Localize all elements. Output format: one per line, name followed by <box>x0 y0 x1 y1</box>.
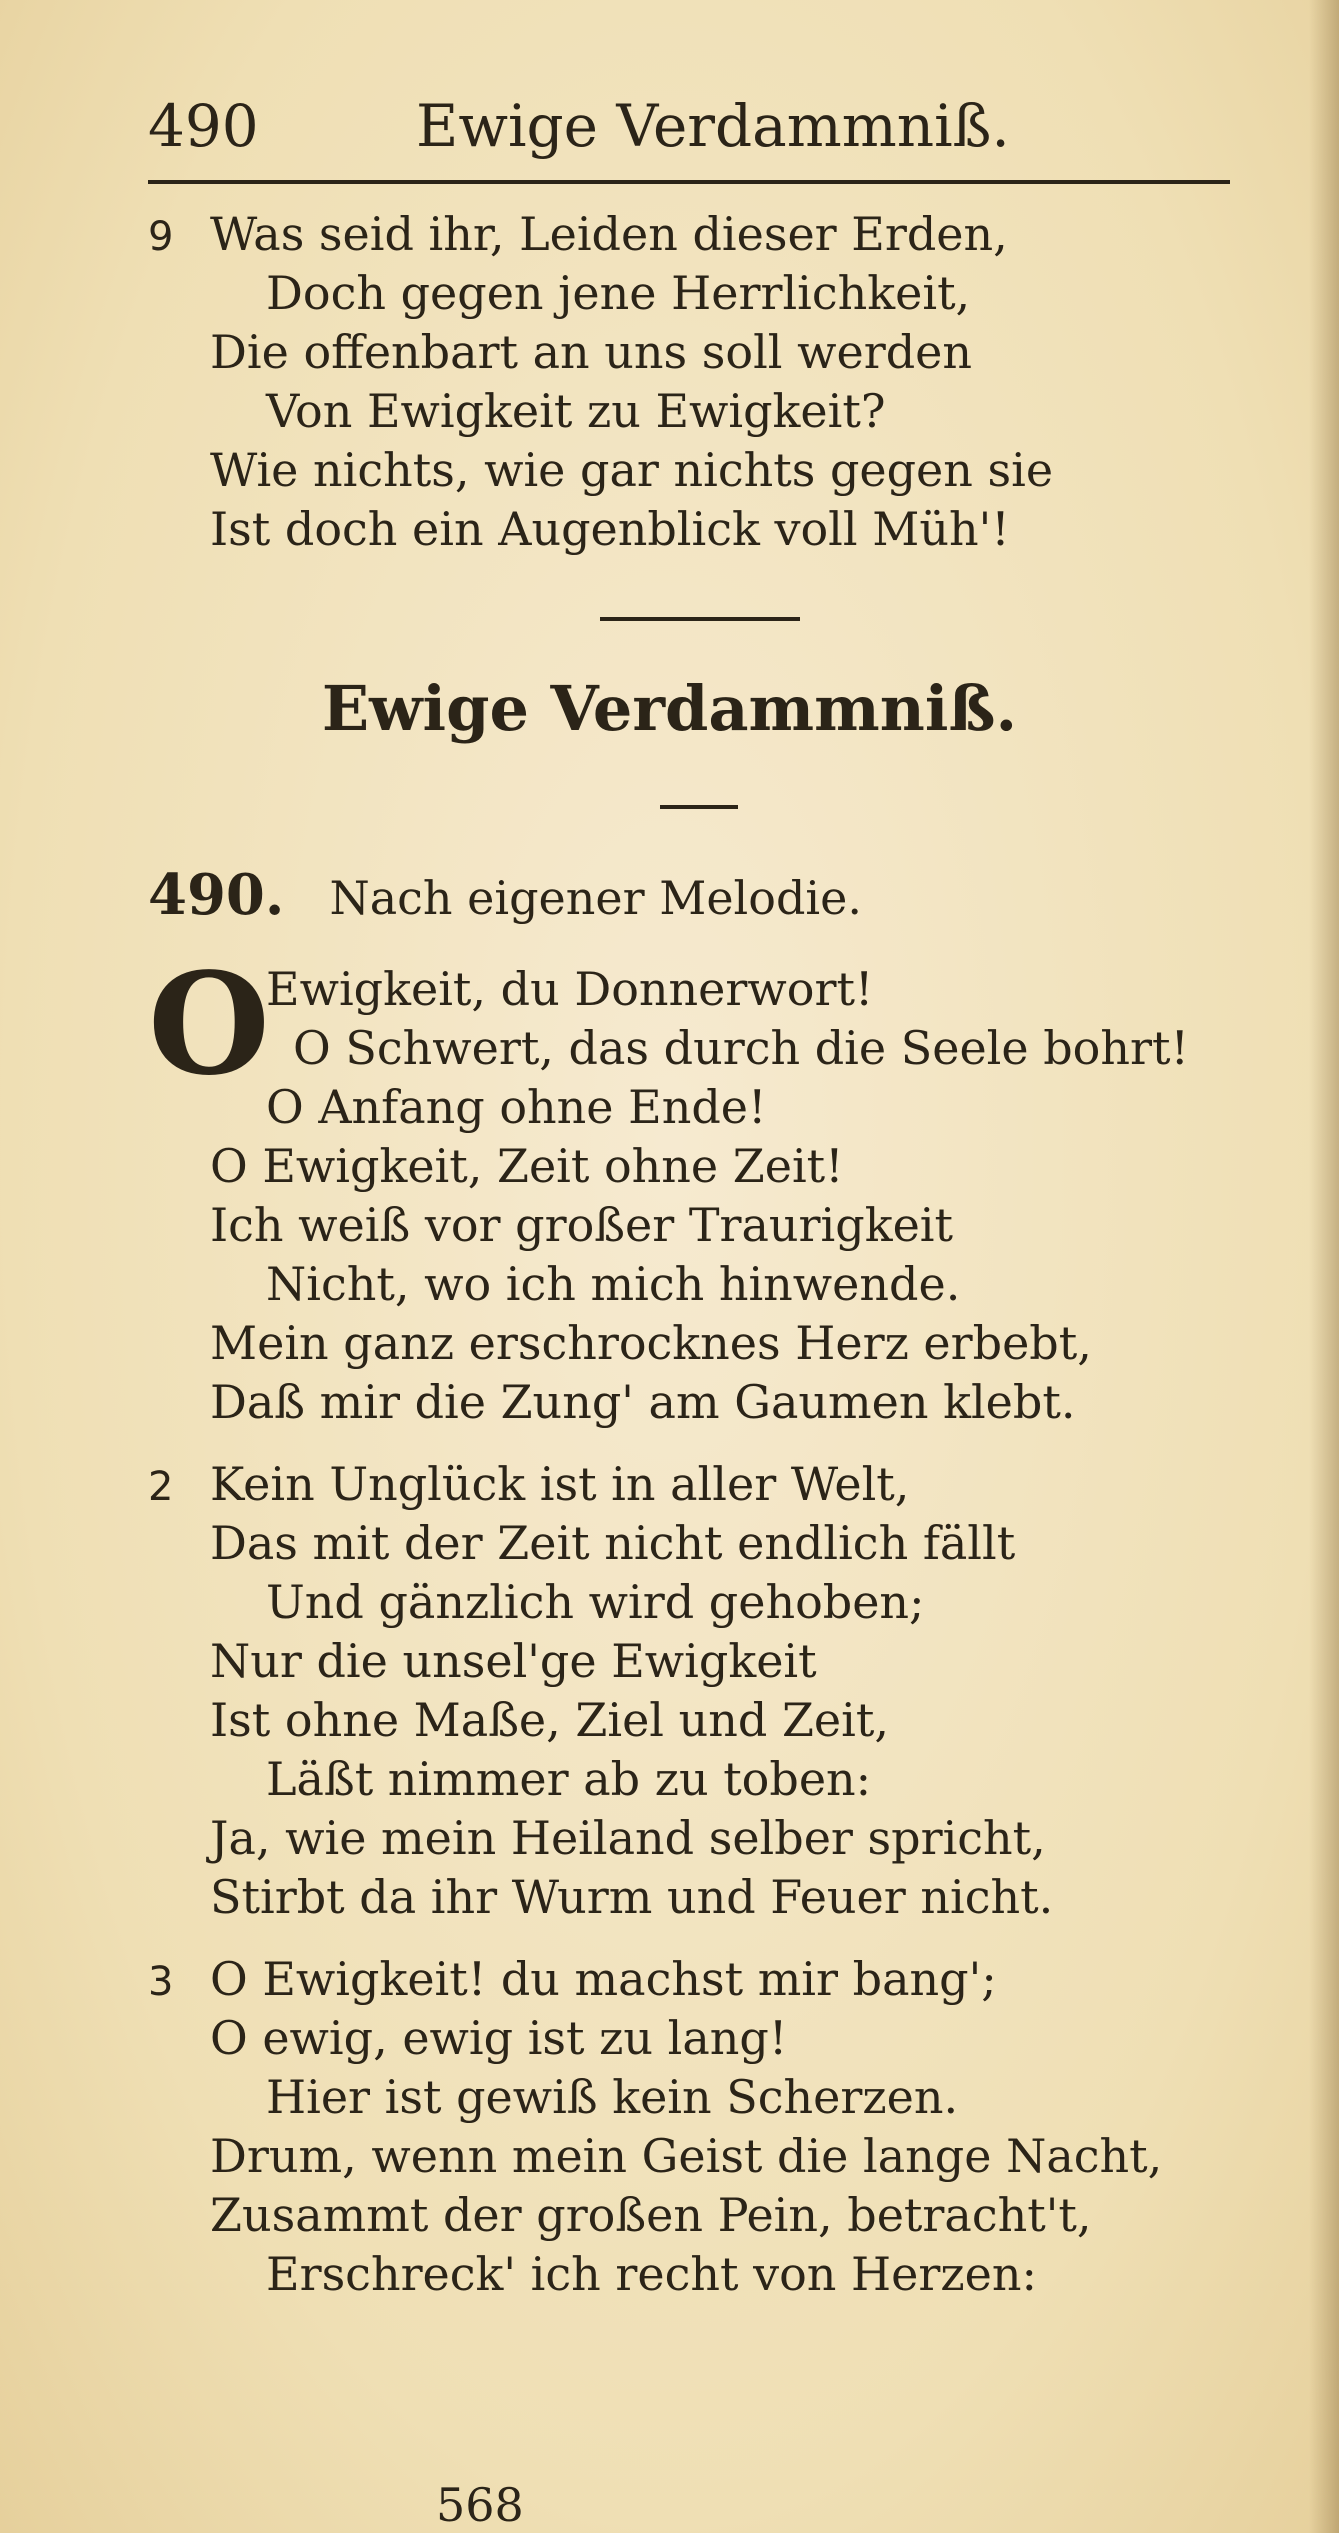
verse-line: Nicht, wo ich mich hinwende. <box>266 1257 961 1311</box>
verse-line: Ich weiß vor großer Traurigkeit <box>210 1198 953 1252</box>
header-rule <box>148 180 1230 184</box>
verse-line: O Ewigkeit, Zeit ohne Zeit! <box>210 1139 844 1193</box>
verse-line: Ist ohne Maße, Ziel und Zeit, <box>210 1693 889 1747</box>
verse-line: Mein ganz erschrocknes Herz erbebt, <box>210 1316 1092 1370</box>
verse-line: Ist doch ein Augenblick voll Müh'! <box>210 502 1010 556</box>
melody-note: Nach eigener Melodie. <box>329 871 862 925</box>
stanza-1 <box>148 960 1238 1432</box>
verse-line: Die offenbart an uns soll werden <box>210 325 973 379</box>
stanza-9 <box>148 205 1238 559</box>
verse-line: Drum, wenn mein Geist die lange Nacht, <box>210 2129 1163 2183</box>
section-title: Ewige Verdammniß. <box>321 672 1018 745</box>
stanza-2 <box>148 1455 1238 1927</box>
verse-line: 9 Was seid ihr, Leiden dieser Erden, <box>148 205 1238 264</box>
verse-line: 2 Kein Unglück ist in aller Welt, <box>148 1455 1238 1514</box>
verse-line: Daß mir die Zung' am Gaumen klebt. <box>210 1375 1076 1429</box>
hymn-heading <box>148 862 862 928</box>
stanza-number: 2 <box>148 1464 174 1510</box>
verse-line: Von Ewigkeit zu Ewigkeit? <box>266 384 886 438</box>
verse-line: Erschreck' ich recht von Herzen: <box>266 2247 1037 2301</box>
section-divider-bottom <box>660 805 738 809</box>
verse-line: Ewigkeit, du Donnerwort! <box>266 962 874 1016</box>
verse-line: O ewig, ewig ist zu lang! <box>210 2011 788 2065</box>
section-divider-top <box>600 617 800 621</box>
verse-line: Wie nichts, wie gar nichts gegen sie <box>210 443 1054 497</box>
verse-line: O Anfang ohne Ende! <box>266 1080 767 1134</box>
verse-line: Das mit der Zeit nicht endlich fällt <box>210 1516 1016 1570</box>
verse-line: Nur die unsel'ge Ewigkeit <box>210 1634 817 1688</box>
verse-line: Ja, wie mein Heiland selber spricht, <box>210 1811 1046 1865</box>
stanza-number: 3 <box>148 1959 174 2005</box>
footer-page-number: 568 <box>436 2478 524 2532</box>
page-header <box>148 92 1230 172</box>
verse-line: Hier ist gewiß kein Scherzen. <box>266 2070 959 2124</box>
page-number: 490 <box>148 92 259 160</box>
drop-cap: O <box>148 943 270 1107</box>
verse-line: Stirbt da ihr Wurm und Feuer nicht. <box>210 1870 1054 1924</box>
verse-line: Doch gegen jene Herrlichkeit, <box>266 266 971 320</box>
verse-line: Zusammt der großen Pein, betracht't, <box>210 2188 1092 2242</box>
verse-line: Läßt nimmer ab zu toben: <box>266 1752 872 1806</box>
stanza-3 <box>148 1950 1238 2304</box>
page-edge-shadow <box>1309 0 1339 2533</box>
verse-line: O Schwert, das durch die Seele bohrt! <box>293 1021 1189 1075</box>
verse-line: Und gänzlich wird gehoben; <box>266 1575 925 1629</box>
verse-line: 3 O Ewigkeit! du machst mir bang'; <box>148 1950 1238 2009</box>
stanza-number: 9 <box>148 214 174 260</box>
hymn-number: 490. <box>148 862 285 928</box>
running-title: Ewige Verdammniß. <box>416 92 1010 160</box>
